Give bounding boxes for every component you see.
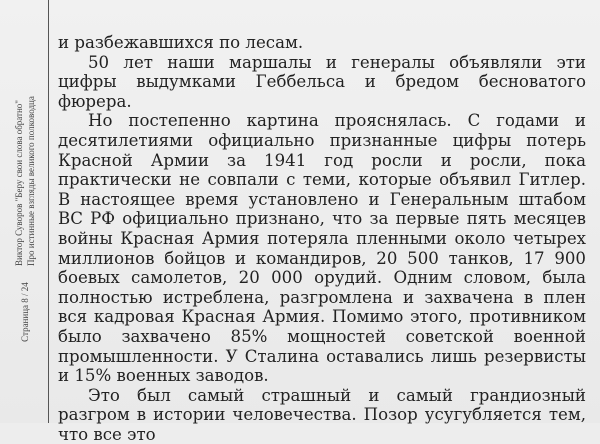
page-number-label: Страница 8 / 24	[20, 281, 30, 342]
margin-rule	[48, 0, 49, 423]
paragraph-3: Но постепенно картина прояснялась. С годами и десятилетиями официально признанные цифры потерь Красной Армии за 1941 год росли и росли, пока практически не совпали с теми, которые объявил Гитлер. В настоящее время установлено и Генеральным штабом ВС РФ официально признано, что за первые пять месяцев войны Красная Армия потеряла пленными около четырех миллионов бойцов и командиров, 20 500 танков, 17 900 боевых самолетов, 20 000 орудий. Одним словом, была полностью истреблена, разгромлена и захвачена в плен вся кадровая Красная Армия. Помимо этого, противником было захвачено 85% мощностей советской военной промышленности. У Сталина оставались лишь резервисты и 15% военных заводов.	[58, 111, 586, 386]
paragraph-1: и разбежавшихся по лесам.	[58, 33, 304, 52]
book-title-block	[13, 96, 37, 266]
paragraph-4: Это был самый страшный и самый грандиозный разгром в истории человечества. Позор усугубляется тем, что все это	[58, 385, 586, 444]
book-subtitle: Про истинные взгляды великого полководца	[26, 95, 36, 266]
side-caption-rotated	[13, 82, 37, 342]
body-text	[58, 33, 586, 444]
book-title: Виктор Суворов "Беру свои слова обратно"	[14, 99, 24, 266]
side-caption	[2, 0, 48, 423]
paragraph-2: 50 лет наши маршалы и генералы объявляли эти цифры выдумками Геббельса и бредом бесноватого фюрера.	[58, 52, 586, 111]
